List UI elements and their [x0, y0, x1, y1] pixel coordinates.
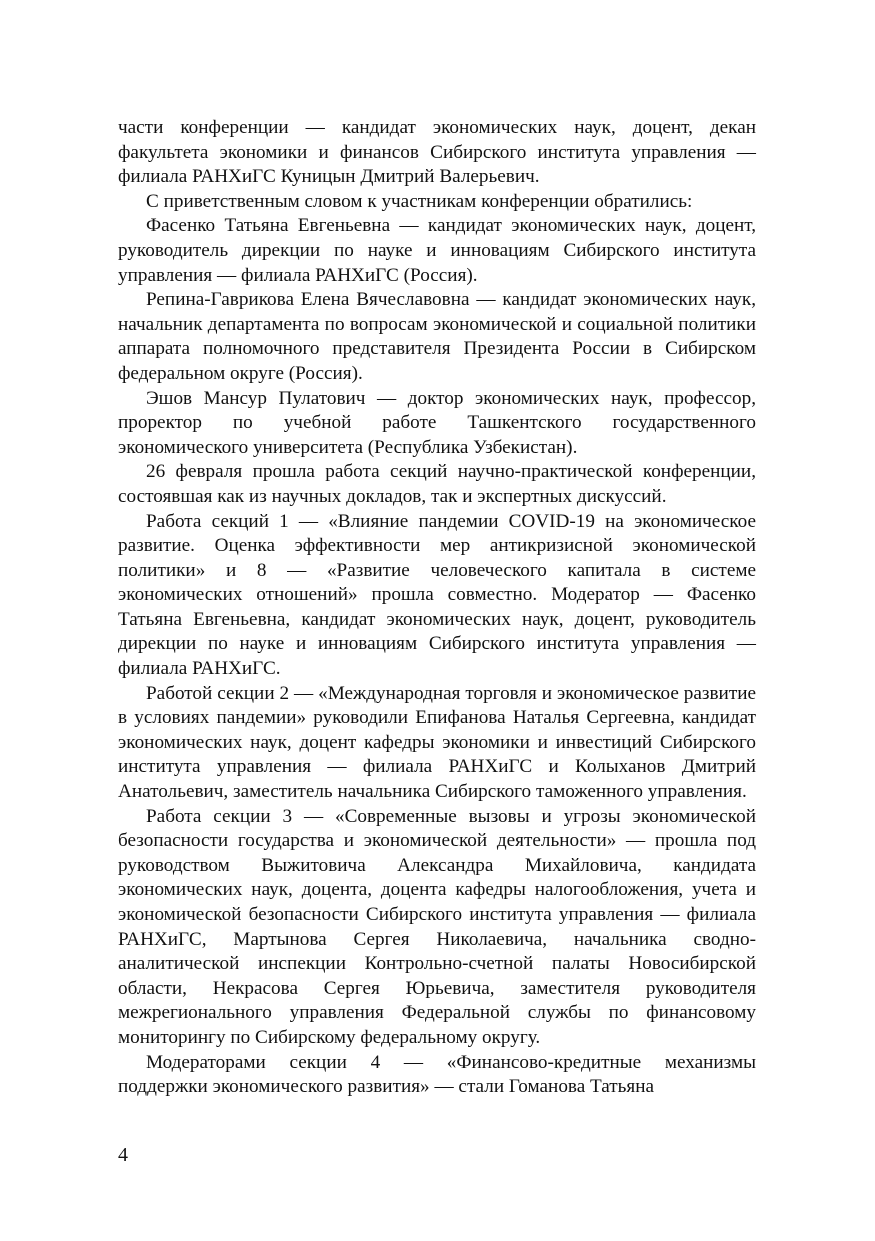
paragraph-fasenko: Фасенко Татьяна Евгеньевна — кандидат экономических наук, доцент, руководитель дирекции по науке и инновациям Сибирского института управления — филиала РАНХиГС (Россия). — [118, 215, 756, 286]
paragraph-eshov: Эшов Мансур Пулатович — доктор экономических наук, профессор, проректор по учебной работе Ташкентского государственного экономического университета (Республика Узбекистан). — [118, 387, 756, 458]
paragraph-section-3: Работа секции 3 — «Современные вызовы и угрозы экономической безопасности государства и экономической деятельности» — прошла под руководством Выжитовича Александра Михайловича, кандидата экономических наук, доцента, доцента кафедры налогообложения, учета и экономической безопасности Сибирского института управления — филиала РАНХиГС, Мартынова Сергея Николаевича, начальника сводно-аналитической инспекции Контрольно-счетной палаты Новосибирской области, Некрасова Сергея Юрьевича, заместителя руководителя межрегионального управления Федеральной службы по финансовому мониторингу по Сибирскому федеральному округу. — [118, 805, 756, 1048]
paragraph-continuation: части конференции — кандидат экономических наук, доцент, декан факультета экономики и финансов Сибирского института управления — филиала РАНХиГС Куницын Дмитрий Валерьевич. — [118, 117, 756, 188]
paragraph-greetings-intro: С приветственным словом к участникам конференции обратились: — [146, 190, 693, 212]
paragraph-sections-day: 26 февраля прошла работа секций научно-практической конференции, состоявшая как из научных докладов, так и экспертных дискуссий. — [118, 461, 756, 507]
paragraph-section-2: Работой секции 2 — «Международная торговля и экономическое развитие в условиях пандемии» руководили Епифанова Наталья Сергеевна, кандидат экономических наук, доцент кафедры экономики и инвестиций Сибирского института управления — филиала РАНХиГС и Колыханов Дмитрий Анатольевич, заместитель начальника Сибирского таможенного управления. — [118, 682, 756, 803]
paragraph-repina-gavrikova: Репина-Гаврикова Елена Вячеславовна — кандидат экономических наук, начальник департамента по вопросам экономической и социальной политики аппарата полномочного представителя Президента России в Сибирском федеральном округе (Россия). — [118, 289, 756, 384]
paragraph-section-4: Модераторами секции 4 — «Финансово-кредитные механизмы поддержки экономического развития» — стали Гоманова Татьяна — [118, 1051, 756, 1098]
body-text — [118, 116, 756, 1100]
paragraph-sections-1-8: Работа секций 1 — «Влияние пандемии COVID-19 на экономическое развитие. Оценка эффективности мер антикризисной экономической политики» и 8 — «Развитие человеческого капитала в системе экономических отношений» прошла совместно. Модератор — Фасенко Татьяна Евгеньевна, кандидат экономических наук, доцент, руководитель дирекции по науке и инновациям Сибирского института управления — филиала РАНХиГС. — [118, 510, 756, 680]
page-number: 4 — [118, 1144, 128, 1166]
